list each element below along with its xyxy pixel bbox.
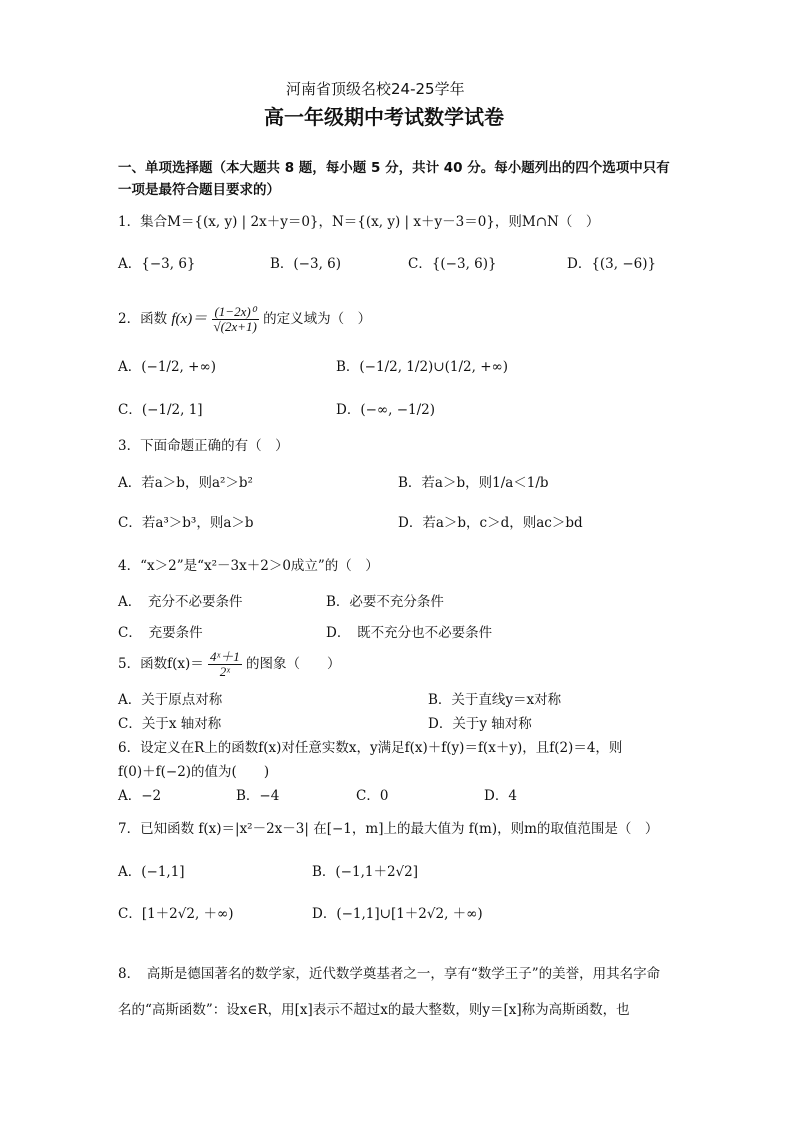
q4-option-d: D． 既不充分也不必要条件	[326, 625, 493, 641]
q2-option-b: B．(−1/2, 1/2)∪(1/2, +∞)	[336, 359, 509, 375]
q3-option-d: D．若a＞b，c＞d，则ac＞bd	[398, 515, 583, 531]
q2-numerator: (1−2x)⁰	[212, 305, 259, 320]
q6-option-b: B．−4	[236, 788, 280, 804]
q3-option-a: A．若a＞b，则a²＞b²	[118, 475, 253, 491]
q2-option-c: C．(−1/2, 1]	[118, 402, 203, 418]
q2-stem	[118, 303, 371, 335]
q4-option-a: A． 充分不必要条件	[118, 594, 243, 610]
school-header: 河南省顶级名校24-25学年	[286, 80, 465, 98]
q6-option-d: D．4	[484, 788, 517, 804]
q6-stem-line2: f(0)＋f(−2)的值为( )	[118, 764, 270, 780]
q5-option-b: B．关于直线y＝x对称	[428, 692, 562, 708]
q6-stem-line1: 6．设定义在R上的函数f(x)对任意实数x，y满足f(x)＋f(y)＝f(x＋y)，且f(2)＝4，则	[118, 740, 623, 756]
q3-stem: 3．下面命题正确的有（ ）	[118, 438, 289, 454]
q7-stem: 7．已知函数 f(x)＝|x²－2x－3| 在[−1，m]上的最大值为 f(m)，则m的取值范围是（ ）	[118, 821, 659, 837]
q8-stem-line2: 名的“高斯函数”：设x∈R，用[x]表示不超过x的最大整数，则y＝[x]称为高斯函数，也	[118, 1002, 630, 1018]
q2-suffix: 的定义域为（ ）	[263, 311, 372, 327]
q7-option-a: A．(−1,1]	[118, 864, 185, 880]
q5-denominator: 2ˣ	[219, 664, 230, 679]
q5-stem	[118, 649, 341, 679]
q2-option-a: A．(−1/2, +∞)	[118, 359, 216, 375]
q5-numerator: 4ˣ＋1	[210, 649, 240, 664]
q5-suffix: 的图象（ ）	[246, 656, 341, 672]
q3-option-c: C．若a³＞b³，则a＞b	[118, 515, 254, 531]
q2-prefix: 2．函数	[118, 311, 168, 327]
q3-option-b: B．若a＞b，则1/a＜1/b	[398, 475, 549, 491]
exam-title: 高一年级期中考试数学试卷	[264, 105, 504, 129]
q5-option-c: C．关于x 轴对称	[118, 716, 222, 732]
q4-option-b: B．必要不充分条件	[326, 594, 444, 610]
q7-option-c: C．[1＋2√2, ＋∞)	[118, 906, 234, 922]
q6-option-a: A．−2	[118, 788, 162, 804]
q2-denominator: √(2x+1)	[213, 319, 257, 334]
q7-option-b: B．(−1,1＋2√2]	[312, 864, 419, 880]
section-heading-line1: 一、单项选择题（本大题共 8 题，每小题 5 分，共计 40 分。每小题列出的四个选项中只有	[118, 160, 670, 176]
q4-option-c: C． 充要条件	[118, 625, 203, 641]
q5-option-d: D．关于y 轴对称	[428, 716, 532, 732]
q1-stem: 1．集合M＝{(x, y) | 2x＋y＝0}，N＝{(x, y) | x＋y－3＝0}，则M∩N（ ）	[118, 214, 600, 230]
q1-option-a: A．{−3, 6}	[118, 256, 196, 272]
q2-fraction	[212, 305, 259, 334]
q5-fraction	[208, 650, 242, 679]
q5-prefix: 5．函数f(x)＝	[118, 656, 204, 672]
q1-option-d: D．{(3, −6)}	[567, 256, 657, 272]
q6-option-c: C．0	[356, 788, 389, 804]
q2-fx: f(x)＝	[171, 311, 208, 327]
q8-stem-line1: 8． 高斯是德国著名的数学家，近代数学奠基者之一，享有“数学王子”的美誉，用其名字命	[118, 966, 661, 982]
q1-option-b: B．(−3, 6)	[270, 256, 342, 272]
q1-option-c: C．{(−3, 6)}	[408, 256, 497, 272]
q7-option-d: D．(−1,1]∪[1＋2√2, ＋∞)	[312, 906, 483, 922]
section-heading-line2: 一项是最符合题目要求的）	[118, 182, 280, 198]
q2-option-d: D．(−∞, −1/2)	[336, 402, 436, 418]
q4-stem: 4．“x＞2”是“x²－3x＋2＞0成立”的（ ）	[118, 558, 379, 574]
q5-option-a: A．关于原点对称	[118, 692, 223, 708]
